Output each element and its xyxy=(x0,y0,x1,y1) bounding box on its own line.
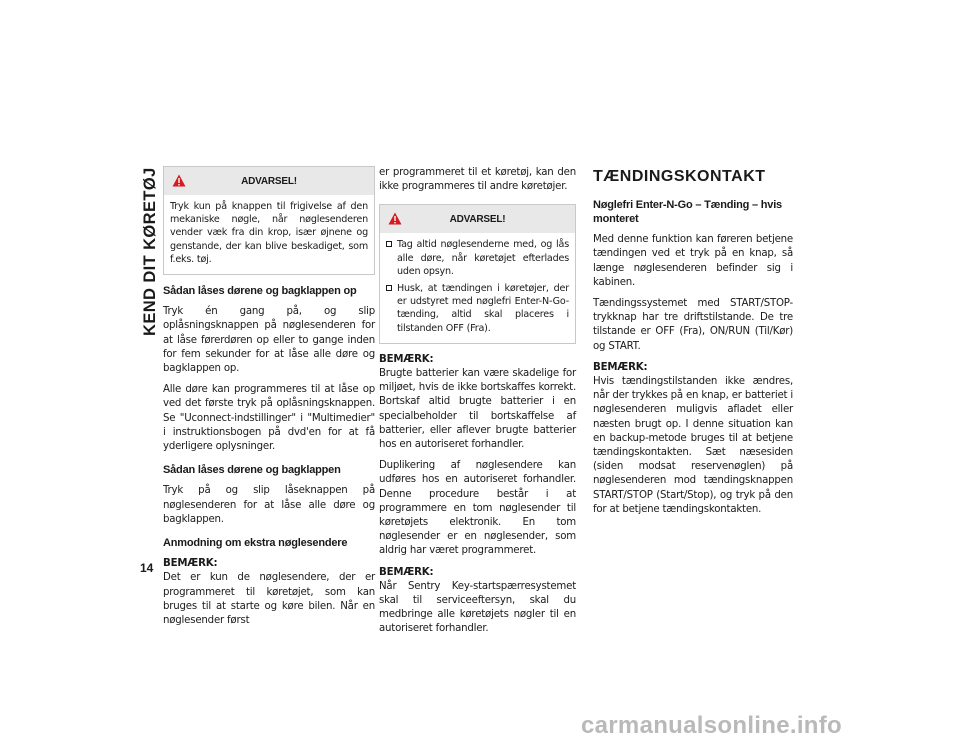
column-3 xyxy=(593,166,793,524)
watermark: carmanualsonline.info xyxy=(581,712,843,739)
heading-lock: Sådan låses dørene og bagklappen xyxy=(163,464,341,477)
warning-title: ADVARSEL! xyxy=(241,176,297,187)
warning-header xyxy=(380,205,575,233)
column-2 xyxy=(379,166,576,644)
paragraph: Tryk én gang på, og slip oplåsningsknappen på nøglesenderen for at låse førerdøren op eller to gange inden for fem sekunder for at låse alle døre og bagklappen op. xyxy=(163,306,375,375)
note xyxy=(163,557,375,628)
paragraph: Duplikering af nøglesendere kan udføres hos en autoriseret forhandler. Denne procedure består i at programmere en tom nøglesender til køretøjets elektronik. En tom nøglesender er en nøglesender, som aldrig har været programmeret. xyxy=(379,460,576,557)
paragraph: Alle døre kan programmeres til at låse op ved det første tryk på oplåsningsknappen. Se "Uconnect-indstillinger" i "Multimedier" i instruktionsbogen på dvd'en for at få yderligere oplysninger. xyxy=(163,384,375,453)
subsection-heading: Nøglefri Enter-N-Go – Tænding – hvis monteret xyxy=(593,199,782,226)
note-label: BEMÆRK: xyxy=(379,566,434,578)
note-label: BEMÆRK: xyxy=(163,558,218,570)
bullet-text: Tag altid nøglesenderne med, og lås alle døre, når køretøjet efterlades uden opsyn. xyxy=(397,239,569,277)
page-number: 14 xyxy=(140,561,154,575)
warning-box xyxy=(163,166,375,275)
warning-header xyxy=(164,167,374,195)
paragraph: er programmeret til et køretøj, kan den ikke programmeres til andre køretøjer. xyxy=(379,167,576,193)
heading-lock-unlock: Sådan låses dørene og bagklappen op xyxy=(163,285,357,298)
heading-request-keyfob: Anmodning om ekstra nøglesendere xyxy=(163,537,348,550)
warning-bullet xyxy=(386,282,569,335)
note-label: BEMÆRK: xyxy=(593,361,648,373)
note-text: Det er kun de nøglesendere, der er programmeret til køretøjet, som kan bruges til at starte og køre bilen. Når en nøglesender først xyxy=(163,572,375,627)
note-text: Hvis tændingstilstanden ikke ændres, når der trykkes på en knap, er batteriet i nøglesenderen muligvis afladet eller næsten brugt op. I denne situation kan en backup-metode bruges til at betjene tændingskontakten. Sæt næsesiden (siden modsat reservenøglen) på nøglesenderen mod tændingsknappen START/STOP (Start/Stop), og tryk på den for at betjene tændingskontakten. xyxy=(593,376,793,515)
note xyxy=(379,353,576,452)
note xyxy=(593,361,793,517)
column-1 xyxy=(163,166,375,635)
warning-box xyxy=(379,204,576,343)
paragraph: Tændingssystemet med START/STOP-trykknap har tre driftstilstande. De tre tilstande er OFF (Fra), ON/RUN (Til/Kør) og START. xyxy=(593,298,793,352)
note-text: Brugte batterier kan være skadelige for miljøet, hvis de ikke bortskaffes korrekt. Bortskaf altid brugte batterier i en specialbeholder til bortskaffelse af batterier, eller aflever brugte batterier hos en autoriseret forhandler. xyxy=(379,368,576,451)
warning-body xyxy=(380,233,575,342)
side-section-title-text: KEND DIT KØRETØJ xyxy=(141,167,159,336)
paragraph: Med denne funktion kan føreren betjene tændingen ved et tryk på en knap, så længe nøglesenderen befinder sig i kabinen. xyxy=(593,234,793,288)
warning-text: Tryk kun på knappen til frigivelse af den mekaniske nøgle, når nøglesenderen vender væk fra din krop, især øjnene og genstande, der kan blive beskadiget, som f.eks. tøj. xyxy=(170,201,368,265)
square-bullet-icon xyxy=(386,285,392,291)
warning-body xyxy=(164,195,374,274)
square-bullet-icon xyxy=(386,241,392,247)
warning-title: ADVARSEL! xyxy=(449,214,506,226)
bullet-text: Husk, at tændingen i køretøjer, der er udstyret med nøglefri Enter-N-Go-tænding, altid skal placeres i tilstanden OFF (Fra). xyxy=(397,283,569,334)
side-section-title xyxy=(140,167,162,336)
note-label: BEMÆRK: xyxy=(379,353,434,365)
note xyxy=(379,566,576,637)
section-heading: TÆNDINGSKONTAKT xyxy=(593,168,766,185)
note-text: Når Sentry Key-startspærresystemet skal til serviceeftersyn, skal du medbringe alle køretøjets nøgler til en autoriseret forhandler. xyxy=(379,580,576,635)
warning-bullet xyxy=(386,238,569,278)
paragraph: Tryk på og slip låseknappen på nøglesenderen for at låse alle døre og bagklappen. xyxy=(163,485,375,525)
